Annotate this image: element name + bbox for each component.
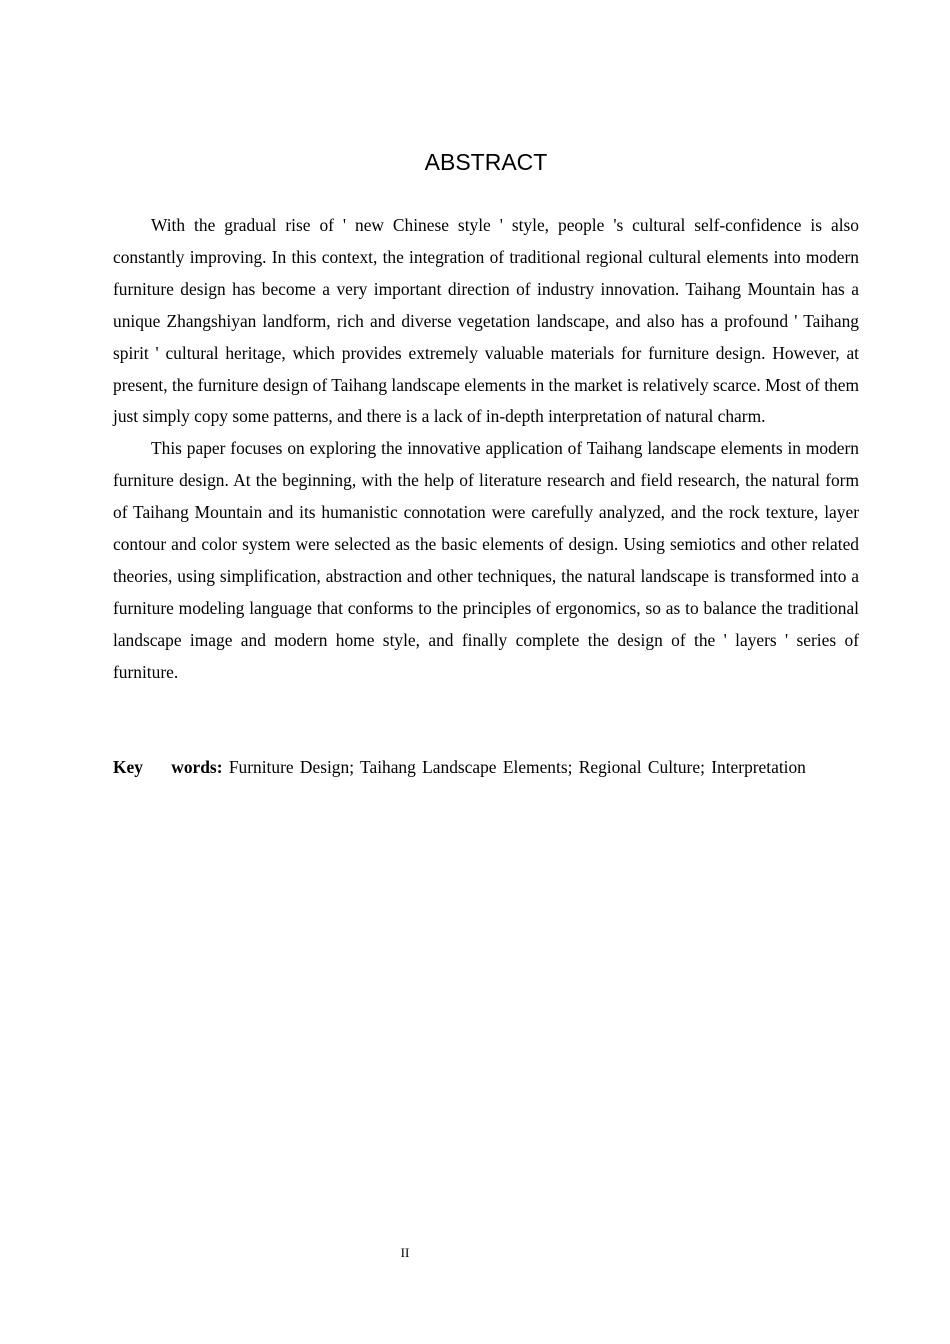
abstract-body: [113, 210, 859, 689]
page-number: II: [400, 1245, 410, 1260]
keywords-line: [113, 752, 859, 784]
abstract-title: ABSTRACT: [424, 149, 548, 175]
keywords-label: Key words:: [113, 757, 223, 777]
abstract-paragraph-1: With the gradual rise of ' new Chinese style ' style, people 's cultural self-confidence is also constantly improving. In this context, the integration of traditional regional cultural elements into modern furniture design has become a very important direction of industry innovation. Taihang Mountain has a unique Zhangshiyan landform, rich and diverse vegetation landscape, and also has a profound ' Taihang spirit ' cultural heritage, which provides extremely valuable materials for furniture design. However, at present, the furniture design of Taihang landscape elements in the market is relatively scarce. Most of them just simply copy some patterns, and there is a lack of in-depth interpretation of natural charm.: [113, 215, 859, 427]
abstract-paragraph-2: This paper focuses on exploring the innovative application of Taihang landscape elements in modern furniture design. At the beginning, with the help of literature research and field research, the natural form of Taihang Mountain and its humanistic connotation were carefully analyzed, and the rock texture, layer contour and color system were selected as the basic elements of design. Using semiotics and other related theories, using simplification, abstraction and other techniques, the natural landscape is transformed into a furniture modeling language that conforms to the principles of ergonomics, so as to balance the traditional landscape image and modern home style, and finally complete the design of the ' layers ' series of furniture.: [113, 438, 859, 682]
keywords-text: Furniture Design; Taihang Landscape Elements; Regional Culture; Interpretation: [228, 757, 806, 777]
